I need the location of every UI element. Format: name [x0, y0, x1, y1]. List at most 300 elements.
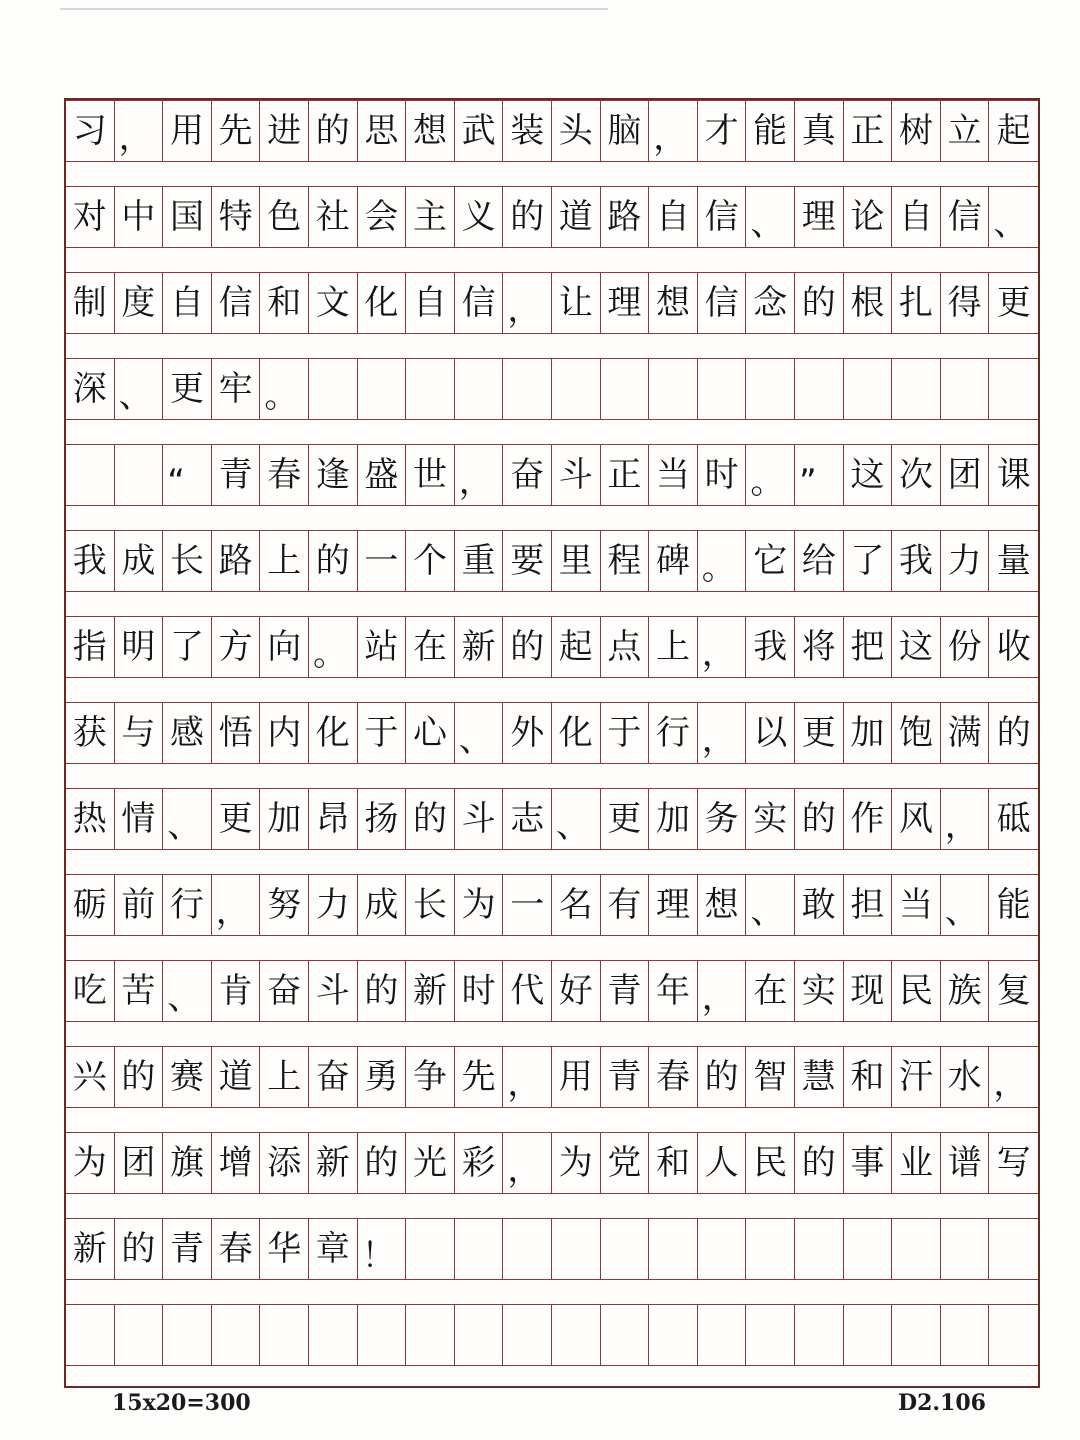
- grid-cell: 的: [996, 713, 1031, 753]
- grid-cell: [989, 1219, 1038, 1279]
- grid-row: [66, 702, 1038, 764]
- grid-cell: [746, 1305, 795, 1365]
- grid-cell: 深: [66, 359, 115, 419]
- grid-cell: 立: [941, 101, 990, 161]
- grid-cell: [66, 445, 115, 505]
- grid-cell: [892, 1305, 941, 1365]
- grid-row: [66, 530, 1038, 592]
- grid-cell: 心: [406, 703, 455, 763]
- grid-cell: 主: [406, 187, 455, 247]
- grid-cell: 团: [941, 445, 990, 505]
- grid-cell: 时: [455, 961, 504, 1021]
- grid-cell: 的: [309, 531, 358, 591]
- grid-cell: 扬: [358, 789, 407, 849]
- grid-cell: [406, 1305, 455, 1365]
- grid-cell: ，: [212, 875, 261, 935]
- grid-cell: 自: [163, 273, 212, 333]
- grid-cell: 行: [163, 875, 212, 935]
- grid-cell: 的: [358, 1133, 407, 1193]
- grid-cell: 头: [552, 101, 601, 161]
- grid-cell: 对: [66, 187, 115, 247]
- grid-cell: 在: [406, 617, 455, 677]
- grid-cell: [941, 359, 990, 419]
- grid-cell: 收: [996, 627, 1031, 667]
- grid-cell: 、: [115, 359, 164, 419]
- grid-cell: 代: [503, 961, 552, 1021]
- grid-spec-label: 15x20=300: [112, 1390, 251, 1416]
- grid-cell: 站: [358, 617, 407, 677]
- grid-cell: [115, 445, 164, 505]
- grid-cell: 满: [941, 703, 990, 763]
- grid-cell: 、: [746, 187, 795, 247]
- grid-row: [66, 1132, 1038, 1194]
- grid-cell: 一: [503, 875, 552, 935]
- grid-cell: 春: [649, 1047, 698, 1107]
- grid-cell: 盛: [358, 445, 407, 505]
- grid-cell: 让: [552, 273, 601, 333]
- grid-cell: [649, 1219, 698, 1279]
- grid-cell: 的: [309, 101, 358, 161]
- grid-cell: 的: [358, 961, 407, 1021]
- grid-cell: 给: [795, 531, 844, 591]
- grid-cell: 明: [115, 617, 164, 677]
- grid-cell: 于: [358, 703, 407, 763]
- grid-cell: 光: [406, 1133, 455, 1193]
- grid-cell: 用: [552, 1047, 601, 1107]
- grid-cell: 斗: [552, 445, 601, 505]
- grid-cell: 、: [941, 875, 990, 935]
- grid-cell: 春: [260, 445, 309, 505]
- grid-cell: 为: [455, 875, 504, 935]
- grid-cell: 兴: [66, 1047, 115, 1107]
- page-top-edge: [60, 8, 608, 10]
- grid-cell: 点: [601, 617, 650, 677]
- grid-cell: 风: [892, 789, 941, 849]
- grid-cell: 道: [552, 187, 601, 247]
- grid-cell: 路: [212, 531, 261, 591]
- grid-cell: 。: [746, 445, 795, 505]
- grid-cell: 复: [996, 971, 1031, 1011]
- grid-cell: [163, 1305, 212, 1365]
- grid-cell: [795, 1219, 844, 1279]
- grid-cell: 力: [941, 531, 990, 591]
- grid-row: [66, 788, 1038, 850]
- grid-cell: 。: [698, 531, 747, 591]
- grid-cell: [503, 359, 552, 419]
- grid-cell: 正: [601, 445, 650, 505]
- grid-cell: 情: [115, 789, 164, 849]
- grid-cell: 它: [746, 531, 795, 591]
- grid-cell: ，: [503, 1133, 552, 1193]
- grid-cell: 、: [163, 961, 212, 1021]
- grid-cell: [601, 1219, 650, 1279]
- grid-cell: 上: [260, 1047, 309, 1107]
- grid-cell: 自: [892, 187, 941, 247]
- grid-cell: 义: [455, 187, 504, 247]
- grid-cell: [698, 1305, 747, 1365]
- grid-cell: 的: [698, 1047, 747, 1107]
- grid-cell: 次: [892, 445, 941, 505]
- grid-cell: 、: [455, 703, 504, 763]
- grid-cell: 加: [844, 703, 893, 763]
- grid-cell: [552, 1219, 601, 1279]
- grid-cell: [989, 1305, 1038, 1365]
- grid-cell: 写: [996, 1143, 1031, 1183]
- grid-cell: 想: [406, 101, 455, 161]
- grid-cell: 斗: [309, 961, 358, 1021]
- paper-code-label: D2.106: [898, 1390, 986, 1416]
- grid-cell: 国: [163, 187, 212, 247]
- grid-cell: 社: [309, 187, 358, 247]
- grid-cell: 道: [212, 1047, 261, 1107]
- grid-cell: 和: [844, 1047, 893, 1107]
- grid-cell: [358, 359, 407, 419]
- grid-cell: 武: [455, 101, 504, 161]
- grid-cell: 能: [746, 101, 795, 161]
- grid-cell: 青: [601, 1047, 650, 1107]
- grid-cell: 实: [746, 789, 795, 849]
- grid-cell: 碑: [649, 531, 698, 591]
- grid-cell: 成: [115, 531, 164, 591]
- grid-cell: 思: [358, 101, 407, 161]
- grid-cell: ，: [698, 961, 747, 1021]
- grid-cell: 争: [406, 1047, 455, 1107]
- grid-cell: [552, 359, 601, 419]
- grid-cell: 砥: [996, 799, 1031, 839]
- grid-cell: [66, 1305, 115, 1365]
- grid-cell: 信: [455, 273, 504, 333]
- grid-cell: ，: [698, 617, 747, 677]
- grid-cell: ，: [115, 101, 164, 161]
- grid-cell: 牢: [212, 359, 261, 419]
- grid-cell: 感: [163, 703, 212, 763]
- grid-cell: 向: [260, 617, 309, 677]
- grid-cell: [941, 1305, 990, 1365]
- grid-cell: “: [163, 445, 212, 505]
- grid-cell: [746, 1219, 795, 1279]
- grid-cell: 事: [844, 1133, 893, 1193]
- grid-cell: 我: [892, 531, 941, 591]
- grid-cell: [455, 1305, 504, 1365]
- grid-cell: 要: [503, 531, 552, 591]
- grid-row: [66, 960, 1038, 1022]
- grid-cell: 、: [552, 789, 601, 849]
- grid-cell: 奋: [309, 1047, 358, 1107]
- grid-cell: 上: [260, 531, 309, 591]
- grid-cell: 业: [892, 1133, 941, 1193]
- grid-row: [66, 616, 1038, 678]
- grid-cell: 敢: [795, 875, 844, 935]
- grid-cell: 将: [795, 617, 844, 677]
- grid-cell: 现: [844, 961, 893, 1021]
- grid-cell: 在: [746, 961, 795, 1021]
- grid-cell: 的: [795, 1133, 844, 1193]
- grid-cell: 进: [260, 101, 309, 161]
- grid-cell: [503, 1305, 552, 1365]
- grid-cell: [844, 359, 893, 419]
- grid-cell: [552, 1305, 601, 1365]
- grid-cell: [892, 359, 941, 419]
- grid-cell: 青: [601, 961, 650, 1021]
- grid-cell: 更: [212, 789, 261, 849]
- grid-row: [66, 1304, 1038, 1366]
- grid-cell: 奋: [260, 961, 309, 1021]
- grid-cell: 与: [115, 703, 164, 763]
- grid-cell: 一: [358, 531, 407, 591]
- grid-cell: 长: [163, 531, 212, 591]
- grid-row: [66, 100, 1038, 162]
- grid-cell: 特: [212, 187, 261, 247]
- grid-row: [66, 272, 1038, 334]
- grid-cell: 理: [649, 875, 698, 935]
- grid-cell: [212, 1305, 261, 1365]
- grid-cell: 更: [163, 359, 212, 419]
- grid-cell: 当: [892, 875, 941, 935]
- grid-cell: [795, 359, 844, 419]
- grid-cell: 根: [844, 273, 893, 333]
- grid-cell: 。: [260, 359, 309, 419]
- grid-cell: 树: [892, 101, 941, 161]
- grid-cell: 、: [163, 789, 212, 849]
- grid-cell: 名: [552, 875, 601, 935]
- grid-cell: [844, 1305, 893, 1365]
- grid-cell: 的: [406, 789, 455, 849]
- grid-cell: 化: [552, 703, 601, 763]
- grid-cell: [989, 359, 1038, 419]
- grid-cell: 志: [503, 789, 552, 849]
- grid-cell: [406, 359, 455, 419]
- grid-cell: [892, 1219, 941, 1279]
- grid-cell: 以: [746, 703, 795, 763]
- grid-cell: ，: [649, 101, 698, 161]
- grid-cell: 获: [66, 703, 115, 763]
- grid-cell: 长: [406, 875, 455, 935]
- grid-cell: 信: [698, 273, 747, 333]
- grid-cell: 程: [601, 531, 650, 591]
- grid-cell: 个: [406, 531, 455, 591]
- grid-cell: 想: [698, 875, 747, 935]
- grid-cell: 用: [163, 101, 212, 161]
- grid-cell: 智: [746, 1047, 795, 1107]
- grid-cell: 斗: [455, 789, 504, 849]
- grid-cell: [649, 1305, 698, 1365]
- grid-row: [66, 1218, 1038, 1280]
- grid-cell: 的: [115, 1047, 164, 1107]
- grid-cell: 民: [892, 961, 941, 1021]
- grid-cell: 担: [844, 875, 893, 935]
- grid-row: [66, 874, 1038, 936]
- grid-cell: 奋: [503, 445, 552, 505]
- grid-cell: [309, 1305, 358, 1365]
- grid-cell: 水: [941, 1047, 990, 1107]
- grid-cell: 的: [115, 1219, 164, 1279]
- grid-cell: [649, 359, 698, 419]
- grid-cell: 先: [212, 101, 261, 161]
- grid-paper: [64, 98, 1040, 1388]
- grid-cell: 当: [649, 445, 698, 505]
- grid-cell: 念: [746, 273, 795, 333]
- grid-cell: 能: [996, 885, 1031, 925]
- grid-cell: [358, 1305, 407, 1365]
- grid-cell: 勇: [358, 1047, 407, 1107]
- grid-cell: 族: [941, 961, 990, 1021]
- grid-cell: 份: [941, 617, 990, 677]
- grid-cell: 有: [601, 875, 650, 935]
- grid-row: [66, 444, 1038, 506]
- grid-cell: 这: [844, 445, 893, 505]
- grid-cell: 增: [212, 1133, 261, 1193]
- grid-cell: 才: [698, 101, 747, 161]
- grid-cell: [309, 359, 358, 419]
- grid-cell: 实: [795, 961, 844, 1021]
- grid-cell: 度: [115, 273, 164, 333]
- grid-cell: ，: [698, 703, 747, 763]
- grid-cell: [601, 359, 650, 419]
- grid-cell: 旗: [163, 1133, 212, 1193]
- grid-cell: 上: [649, 617, 698, 677]
- grid-cell: 扎: [892, 273, 941, 333]
- grid-cell: 中: [115, 187, 164, 247]
- grid-cell: 青: [212, 445, 261, 505]
- grid-cell: 党: [601, 1133, 650, 1193]
- grid-cell: 加: [260, 789, 309, 849]
- grid-cell: 作: [844, 789, 893, 849]
- grid-cell: 好: [552, 961, 601, 1021]
- grid-cell: 这: [892, 617, 941, 677]
- grid-cell: ”: [795, 445, 844, 505]
- grid-cell: 前: [115, 875, 164, 935]
- grid-cell: 行: [649, 703, 698, 763]
- grid-cell: [601, 1305, 650, 1365]
- grid-cell: 制: [66, 273, 115, 333]
- grid-cell: 添: [260, 1133, 309, 1193]
- grid-cell: 新: [309, 1133, 358, 1193]
- grid-cell: 赛: [163, 1047, 212, 1107]
- grid-cell: 民: [746, 1133, 795, 1193]
- grid-row: [66, 358, 1038, 420]
- grid-cell: [746, 359, 795, 419]
- grid-cell: 为: [552, 1133, 601, 1193]
- grid-cell: 色: [260, 187, 309, 247]
- grid-cell: 和: [649, 1133, 698, 1193]
- grid-cell: 于: [601, 703, 650, 763]
- grid-cell: ，: [993, 1064, 1028, 1104]
- grid-cell: 了: [844, 531, 893, 591]
- grid-cell: 起: [996, 111, 1031, 151]
- grid-cell: 青: [163, 1219, 212, 1279]
- grid-cell: 春: [212, 1219, 261, 1279]
- grid-cell: 和: [260, 273, 309, 333]
- grid-cell: 信: [941, 187, 990, 247]
- grid-cell: 更: [795, 703, 844, 763]
- grid-cell: 苦: [115, 961, 164, 1021]
- grid-cell: 时: [698, 445, 747, 505]
- grid-cell: 汗: [892, 1047, 941, 1107]
- grid-cell: 的: [795, 789, 844, 849]
- grid-cell: 砺: [66, 875, 115, 935]
- grid-cell: ，: [455, 445, 504, 505]
- grid-cell: [698, 1219, 747, 1279]
- grid-row: [66, 186, 1038, 248]
- grid-cell: 世: [406, 445, 455, 505]
- grid-cell: 成: [358, 875, 407, 935]
- grid-cell: 里: [552, 531, 601, 591]
- grid-cell: ！: [358, 1219, 407, 1279]
- grid-cell: 真: [795, 101, 844, 161]
- grid-cell: 吃: [66, 961, 115, 1021]
- grid-cell: [844, 1219, 893, 1279]
- grid-cell: 指: [66, 617, 115, 677]
- grid-cell: 重: [455, 531, 504, 591]
- grid-row: [66, 1046, 1038, 1108]
- grid-cell: 内: [260, 703, 309, 763]
- grid-cell: 新: [66, 1219, 115, 1279]
- grid-cell: [406, 1219, 455, 1279]
- grid-cell: 的: [795, 273, 844, 333]
- grid-cell: 谱: [941, 1133, 990, 1193]
- grid-cell: 装: [503, 101, 552, 161]
- grid-cell: ，: [503, 273, 552, 333]
- grid-cell: 新: [406, 961, 455, 1021]
- grid-cell: 饱: [892, 703, 941, 763]
- grid-cell: 正: [844, 101, 893, 161]
- grid-cell: ，: [941, 789, 990, 849]
- grid-cell: 起: [552, 617, 601, 677]
- grid-cell: [115, 1305, 164, 1365]
- grid-cell: 热: [66, 789, 115, 849]
- grid-cell: 方: [212, 617, 261, 677]
- grid-cell: 路: [601, 187, 650, 247]
- grid-cell: 理: [795, 187, 844, 247]
- grid-cell: 课: [996, 455, 1031, 495]
- grid-cell: 努: [260, 875, 309, 935]
- grid-cell: 习: [66, 101, 115, 161]
- grid-cell: 把: [844, 617, 893, 677]
- grid-cell: [503, 1219, 552, 1279]
- grid-cell: [698, 359, 747, 419]
- grid-cell: 脑: [601, 101, 650, 161]
- grid-cell: 信: [698, 187, 747, 247]
- grid-cell: 悟: [212, 703, 261, 763]
- grid-cell: 外: [503, 703, 552, 763]
- grid-cell: 想: [649, 273, 698, 333]
- grid-cell: 肯: [212, 961, 261, 1021]
- grid-cell: 彩: [455, 1133, 504, 1193]
- grid-cell: [941, 1219, 990, 1279]
- grid-cell: 章: [309, 1219, 358, 1279]
- grid-cell: [260, 1305, 309, 1365]
- grid-cell: 加: [649, 789, 698, 849]
- grid-cell: ，: [503, 1047, 552, 1107]
- grid-cell: 信: [212, 273, 261, 333]
- grid-cell: 慧: [795, 1047, 844, 1107]
- grid-cell: 华: [260, 1219, 309, 1279]
- grid-cell: 。: [309, 617, 358, 677]
- grid-cell: 了: [163, 617, 212, 677]
- grid-cell: 团: [115, 1133, 164, 1193]
- grid-cell: 会: [358, 187, 407, 247]
- grid-cell: 、: [746, 875, 795, 935]
- grid-cell: 、: [993, 204, 1028, 244]
- grid-cell: 新: [455, 617, 504, 677]
- grid-cell: 自: [649, 187, 698, 247]
- grid-cell: 人: [698, 1133, 747, 1193]
- grid-cell: [455, 359, 504, 419]
- grid-cell: 年: [649, 961, 698, 1021]
- grid-cell: 论: [844, 187, 893, 247]
- grid-cell: 文: [309, 273, 358, 333]
- grid-cell: 逢: [309, 445, 358, 505]
